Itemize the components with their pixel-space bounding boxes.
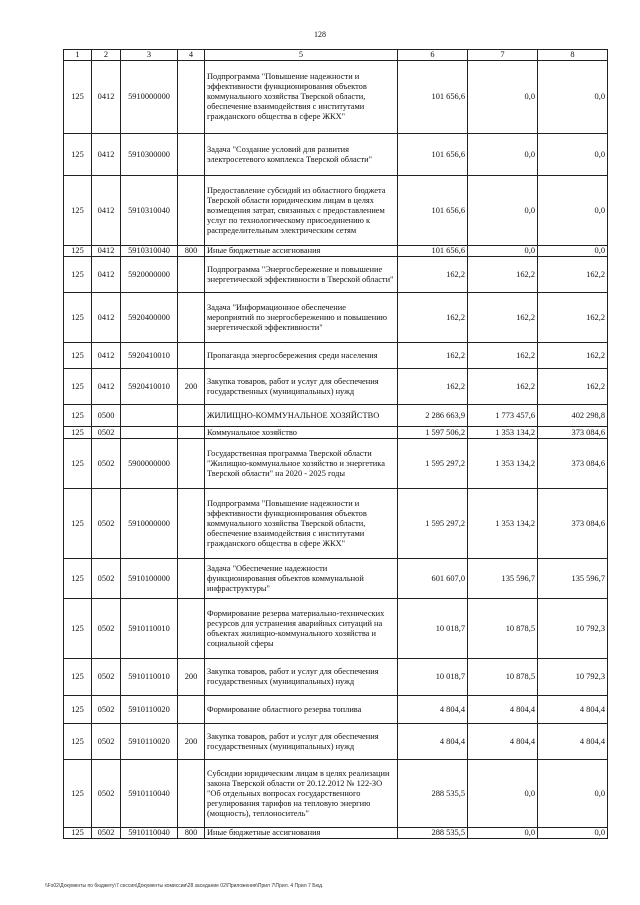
description: Формирование областного резерва топлива [205, 696, 398, 724]
amount-year-3: 162,2 [538, 293, 608, 343]
section-code: 0412 [92, 61, 121, 134]
section-code: 0502 [92, 439, 121, 489]
section-code: 0412 [92, 293, 121, 343]
admin-code: 125 [64, 343, 92, 369]
admin-code: 125 [64, 427, 92, 439]
table-row [64, 559, 608, 599]
section-code: 0412 [92, 246, 121, 257]
admin-code: 125 [64, 257, 92, 293]
table-row [64, 134, 608, 176]
admin-code: 125 [64, 599, 92, 659]
section-code: 0412 [92, 369, 121, 405]
column-header-1: 1 [64, 50, 92, 61]
expense-type: 200 [178, 369, 205, 405]
description: Коммунальное хозяйство [205, 427, 398, 439]
table-row [64, 293, 608, 343]
amount-year-3: 10 792,3 [538, 659, 608, 696]
amount-year-1: 101 656,6 [398, 246, 468, 257]
budget-table [63, 49, 608, 839]
admin-code: 125 [64, 696, 92, 724]
expense-type [178, 293, 205, 343]
amount-year-3: 0,0 [538, 134, 608, 176]
admin-code: 125 [64, 293, 92, 343]
description: Иные бюджетные ассигнования [205, 246, 398, 257]
table-row [64, 724, 608, 760]
section-code: 0500 [92, 405, 121, 427]
section-code: 0502 [92, 427, 121, 439]
amount-year-2: 4 804,4 [468, 724, 538, 760]
admin-code: 125 [64, 405, 92, 427]
amount-year-1: 288 535,5 [398, 828, 468, 839]
description: Субсидии юридическим лицам в целях реализации закона Тверской области от 20.12.2012 № 122-ЗО "Об отдельных вопросах государственного регулирования тарифов на тепловую энергию (мощность), теплоноситель" [205, 760, 398, 828]
amount-year-2: 1 353 134,2 [468, 439, 538, 489]
amount-year-3: 0,0 [538, 176, 608, 246]
amount-year-1: 4 804,4 [398, 696, 468, 724]
description: Иные бюджетные ассигнования [205, 828, 398, 839]
table-row [64, 427, 608, 439]
description: Подпрограмма "Энергосбережение и повышение энергетической эффективности в Тверской области" [205, 257, 398, 293]
column-header-2: 2 [92, 50, 121, 61]
description: Закупка товаров, работ и услуг для обеспечения государственных (муниципальных) нужд [205, 724, 398, 760]
amount-year-1: 162,2 [398, 293, 468, 343]
expense-type [178, 405, 205, 427]
column-header-7: 7 [468, 50, 538, 61]
amount-year-2: 4 804,4 [468, 696, 538, 724]
section-code: 0502 [92, 696, 121, 724]
admin-code: 125 [64, 760, 92, 828]
target-article: 5910110020 [121, 724, 178, 760]
amount-year-3: 162,2 [538, 343, 608, 369]
expense-type: 800 [178, 828, 205, 839]
admin-code: 125 [64, 439, 92, 489]
section-code: 0502 [92, 599, 121, 659]
amount-year-3: 4 804,4 [538, 696, 608, 724]
expense-type [178, 176, 205, 246]
expense-type [178, 489, 205, 559]
description: ЖИЛИЩНО-КОММУНАЛЬНОЕ ХОЗЯЙСТВО [205, 405, 398, 427]
table-row [64, 257, 608, 293]
amount-year-1: 1 595 297,2 [398, 489, 468, 559]
amount-year-2: 10 878,5 [468, 599, 538, 659]
description: Государственная программа Тверской области "Жилищно-коммунальное хозяйство и энергетика Тверской области" на 2020 - 2025 годы [205, 439, 398, 489]
amount-year-3: 373 084,6 [538, 427, 608, 439]
amount-year-2: 162,2 [468, 293, 538, 343]
amount-year-3: 135 596,7 [538, 559, 608, 599]
target-article: 5910000000 [121, 61, 178, 134]
admin-code: 125 [64, 828, 92, 839]
amount-year-2: 1 773 457,6 [468, 405, 538, 427]
target-article: 5920410010 [121, 343, 178, 369]
section-code: 0412 [92, 257, 121, 293]
amount-year-1: 162,2 [398, 257, 468, 293]
description: Задача "Обеспечение надежности функционирования объектов коммунальной инфраструктуры" [205, 559, 398, 599]
admin-code: 125 [64, 489, 92, 559]
target-article: 5900000000 [121, 439, 178, 489]
column-header-3: 3 [121, 50, 178, 61]
amount-year-3: 0,0 [538, 61, 608, 134]
target-article: 5910100000 [121, 559, 178, 599]
table-row [64, 599, 608, 659]
target-article: 5910000000 [121, 489, 178, 559]
target-article: 5910310040 [121, 246, 178, 257]
amount-year-3: 373 084,6 [538, 439, 608, 489]
amount-year-2: 0,0 [468, 176, 538, 246]
admin-code: 125 [64, 559, 92, 599]
expense-type [178, 439, 205, 489]
description: Формирование резерва материально-технических ресурсов для устранения аварийных ситуаций на объектах жилищно-коммунального хозяйства и социальной сферы [205, 599, 398, 659]
section-code: 0502 [92, 489, 121, 559]
file-path-footer: \\Fs02\Документы по бюджету\7 сессия\Документы комиссии\28 заседание 02\Приложения\Прил 7\Прил. 4 Прил 7 Бюд. [45, 883, 324, 889]
admin-code: 125 [64, 176, 92, 246]
amount-year-3: 0,0 [538, 246, 608, 257]
target-article [121, 405, 178, 427]
section-code: 0412 [92, 343, 121, 369]
expense-type [178, 257, 205, 293]
description: Предоставление субсидий из областного бюджета Тверской области юридическим лицам в целях возмещения затрат, связанных с предоставлением услуг по технологическому присоединению к распределительным электрическим сетям [205, 176, 398, 246]
amount-year-2: 162,2 [468, 257, 538, 293]
amount-year-2: 1 353 134,2 [468, 489, 538, 559]
admin-code: 125 [64, 134, 92, 176]
section-code: 0502 [92, 659, 121, 696]
table-row [64, 489, 608, 559]
target-article: 5910110010 [121, 599, 178, 659]
amount-year-3: 10 792,3 [538, 599, 608, 659]
amount-year-2: 162,2 [468, 343, 538, 369]
table-row [64, 439, 608, 489]
target-article: 5910110010 [121, 659, 178, 696]
expense-type [178, 559, 205, 599]
target-article: 5910300000 [121, 134, 178, 176]
amount-year-1: 162,2 [398, 369, 468, 405]
target-article: 5910310040 [121, 176, 178, 246]
description: Задача "Информационное обеспечение мероприятий по энергосбережению и повышению энергетической эффективности" [205, 293, 398, 343]
amount-year-1: 10 018,7 [398, 599, 468, 659]
table-row [64, 343, 608, 369]
amount-year-3: 162,2 [538, 257, 608, 293]
amount-year-1: 101 656,6 [398, 61, 468, 134]
column-header-4: 4 [178, 50, 205, 61]
section-code: 0502 [92, 760, 121, 828]
expense-type: 200 [178, 724, 205, 760]
table-row [64, 828, 608, 839]
amount-year-3: 0,0 [538, 828, 608, 839]
target-article [121, 427, 178, 439]
description: Закупка товаров, работ и услуг для обеспечения государственных (муниципальных) нужд [205, 369, 398, 405]
amount-year-2: 0,0 [468, 828, 538, 839]
admin-code: 125 [64, 369, 92, 405]
admin-code: 125 [64, 246, 92, 257]
target-article: 5910110040 [121, 760, 178, 828]
section-code: 0412 [92, 176, 121, 246]
expense-type: 800 [178, 246, 205, 257]
expense-type [178, 343, 205, 369]
table-row [64, 760, 608, 828]
column-header-8: 8 [538, 50, 608, 61]
page-number: 128 [314, 30, 326, 39]
amount-year-1: 1 597 506,2 [398, 427, 468, 439]
expense-type [178, 427, 205, 439]
table-row [64, 246, 608, 257]
amount-year-3: 4 804,4 [538, 724, 608, 760]
amount-year-2: 135 596,7 [468, 559, 538, 599]
column-number-row [64, 50, 608, 61]
amount-year-2: 10 878,5 [468, 659, 538, 696]
admin-code: 125 [64, 61, 92, 134]
section-code: 0502 [92, 559, 121, 599]
amount-year-1: 101 656,6 [398, 134, 468, 176]
amount-year-3: 162,2 [538, 369, 608, 405]
amount-year-2: 1 353 134,2 [468, 427, 538, 439]
amount-year-1: 601 607,0 [398, 559, 468, 599]
expense-type [178, 599, 205, 659]
target-article: 5920000000 [121, 257, 178, 293]
amount-year-2: 162,2 [468, 369, 538, 405]
table-row [64, 61, 608, 134]
section-code: 0502 [92, 724, 121, 760]
amount-year-1: 4 804,4 [398, 724, 468, 760]
amount-year-3: 0,0 [538, 760, 608, 828]
admin-code: 125 [64, 659, 92, 696]
table-row [64, 659, 608, 696]
target-article: 5920400000 [121, 293, 178, 343]
amount-year-3: 373 084,6 [538, 489, 608, 559]
amount-year-1: 101 656,6 [398, 176, 468, 246]
column-header-5: 5 [205, 50, 398, 61]
description: Подпрограмма "Повышение надежности и эффективности функционирования объектов коммунального хозяйства Тверской области, обеспечение взаимодействия с институтами гражданского общества в сфере ЖКХ" [205, 61, 398, 134]
description: Закупка товаров, работ и услуг для обеспечения государственных (муниципальных) нужд [205, 659, 398, 696]
amount-year-3: 402 298,8 [538, 405, 608, 427]
description: Пропаганда энергосбережения среди населения [205, 343, 398, 369]
description: Задача "Создание условий для развития электросетевого комплекса Тверской области" [205, 134, 398, 176]
table-row [64, 696, 608, 724]
admin-code: 125 [64, 724, 92, 760]
amount-year-2: 0,0 [468, 246, 538, 257]
amount-year-1: 2 286 663,9 [398, 405, 468, 427]
table-row [64, 176, 608, 246]
table-row [64, 405, 608, 427]
table-row [64, 369, 608, 405]
section-code: 0412 [92, 134, 121, 176]
amount-year-1: 288 535,5 [398, 760, 468, 828]
description: Подпрограмма "Повышение надежности и эффективности функционирования объектов коммунального хозяйства Тверской области, обеспечение взаимодействия с институтами гражданского общества в сфере ЖКХ" [205, 489, 398, 559]
expense-type [178, 61, 205, 134]
amount-year-1: 162,2 [398, 343, 468, 369]
expense-type [178, 134, 205, 176]
column-header-6: 6 [398, 50, 468, 61]
target-article: 5920410010 [121, 369, 178, 405]
target-article: 5910110020 [121, 696, 178, 724]
amount-year-2: 0,0 [468, 134, 538, 176]
expense-type: 200 [178, 659, 205, 696]
expense-type [178, 696, 205, 724]
amount-year-2: 0,0 [468, 760, 538, 828]
target-article: 5910110040 [121, 828, 178, 839]
amount-year-2: 0,0 [468, 61, 538, 134]
expense-type [178, 760, 205, 828]
section-code: 0502 [92, 828, 121, 839]
amount-year-1: 1 595 297,2 [398, 439, 468, 489]
amount-year-1: 10 018,7 [398, 659, 468, 696]
